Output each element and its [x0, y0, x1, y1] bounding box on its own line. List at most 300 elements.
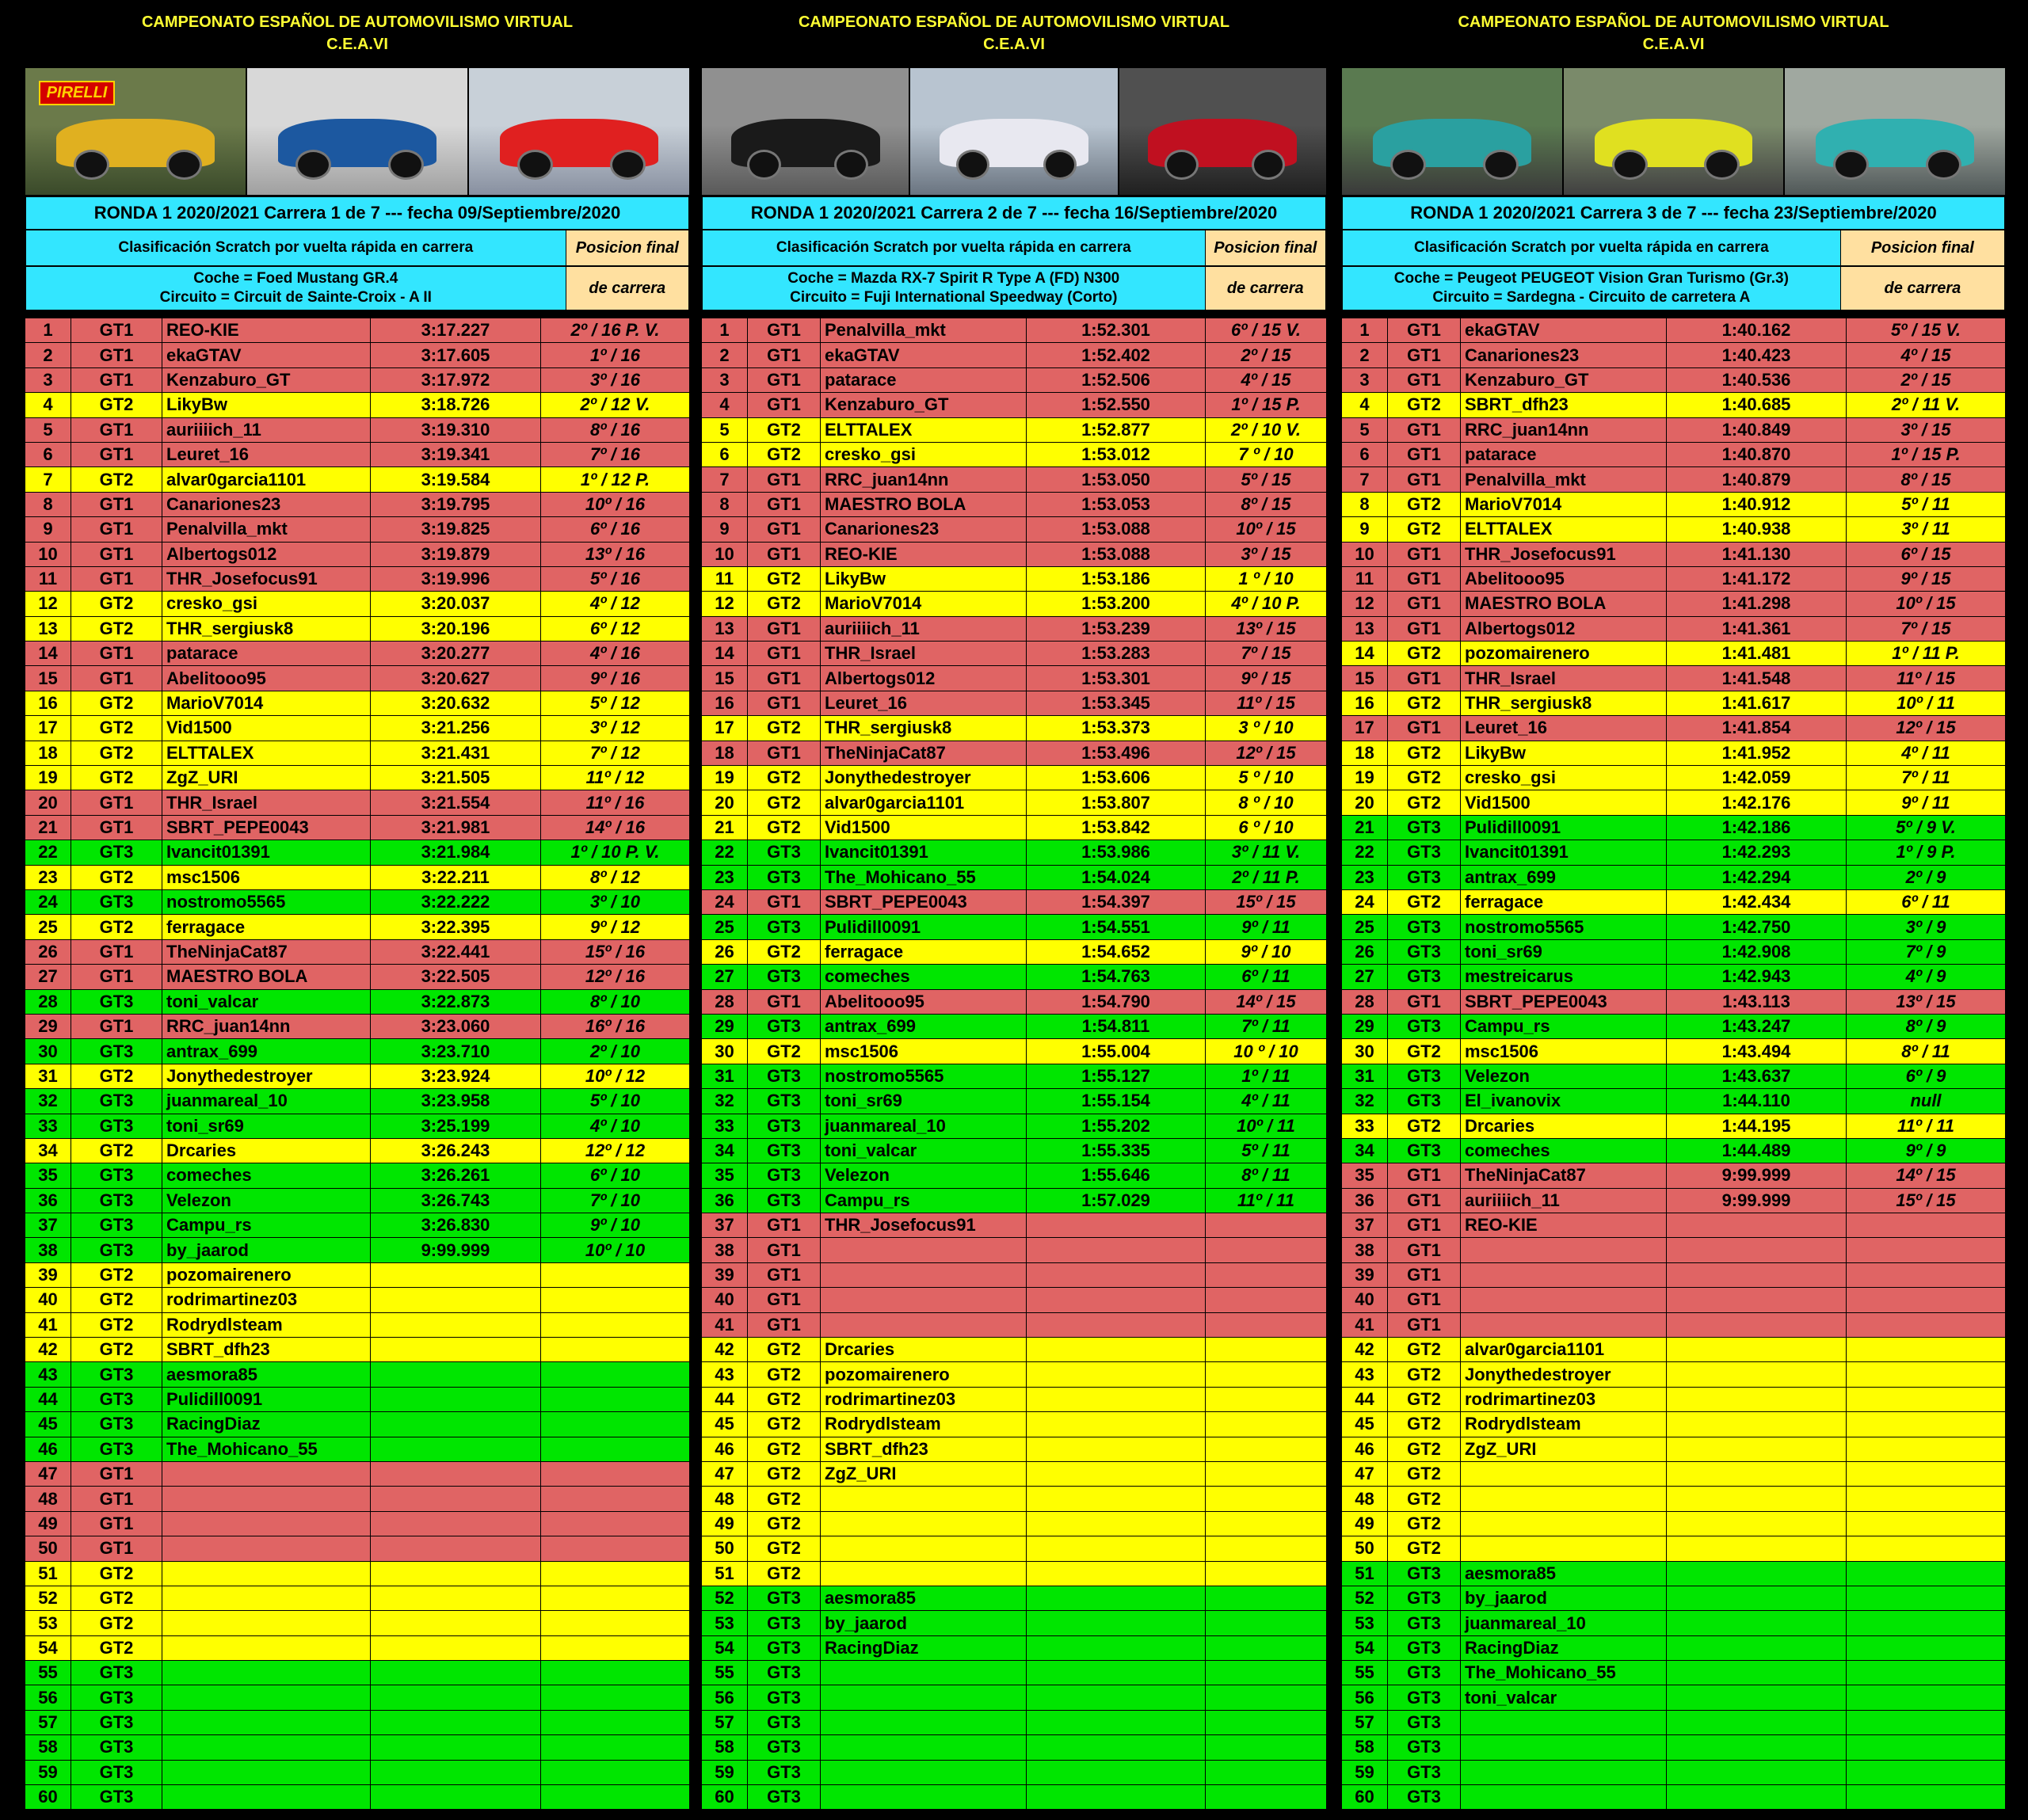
row-category: GT1 — [748, 318, 821, 342]
row-position: 35 — [1342, 1163, 1388, 1187]
table-row — [1342, 1189, 2005, 1213]
row-lap-time: 1:55.202 — [1027, 1114, 1206, 1138]
row-final-position: 2º / 10 — [589, 1041, 641, 1061]
row-category: GT3 — [71, 840, 162, 864]
wheel-shape — [1043, 150, 1077, 180]
row-category: GT1 — [1388, 990, 1461, 1014]
row-category: GT1 — [748, 642, 821, 665]
row-position: 6 — [1342, 443, 1388, 466]
row-final-position: 14º / 15 — [1896, 1165, 1956, 1186]
table-row — [25, 517, 689, 542]
row-lap-time: 1:41.548 — [1667, 666, 1847, 690]
round-header: RONDA 1 2020/2021 Carrera 3 de 7 --- fecha 23/Septiembre/2020 — [1342, 196, 2005, 230]
row-driver — [162, 1661, 371, 1685]
row-final-position: 13º / 16 — [585, 543, 646, 564]
row-category: GT1 — [71, 318, 162, 342]
row-lap-time — [1027, 1362, 1206, 1386]
row-category: GT1 — [748, 1213, 821, 1237]
row-final-position — [1847, 1338, 2005, 1361]
table-row — [1342, 1761, 2005, 1785]
row-lap-time: 1:43.113 — [1667, 990, 1847, 1014]
table-row — [25, 965, 689, 989]
row-lap-time — [1667, 1512, 1847, 1536]
table-row — [25, 1785, 689, 1810]
table-row — [25, 766, 689, 790]
row-final-position: 12º / 12 — [585, 1140, 646, 1161]
row-final-position — [1847, 1487, 2005, 1510]
row-position: 31 — [1342, 1064, 1388, 1088]
table-row — [25, 1039, 689, 1064]
row-position: 44 — [702, 1388, 748, 1411]
row-position: 26 — [25, 940, 71, 964]
row-category: GT1 — [1388, 1263, 1461, 1287]
table-row — [1342, 915, 2005, 939]
row-position: 45 — [702, 1412, 748, 1436]
row-lap-time: 3:17.227 — [371, 318, 541, 342]
row-driver: ELTTALEX — [1461, 517, 1667, 541]
row-driver: MarioV7014 — [1461, 493, 1667, 516]
row-category: GT1 — [1388, 368, 1461, 392]
table-row — [702, 1288, 1326, 1312]
row-category: GT2 — [1388, 766, 1461, 790]
row-driver: Penalvilla_mkt — [821, 318, 1027, 342]
row-final-position — [1206, 1685, 1326, 1709]
row-final-position: 7º / 11 — [1241, 1016, 1290, 1037]
row-driver: Pulidill0091 — [821, 915, 1027, 939]
row-category: GT1 — [748, 1238, 821, 1262]
row-driver: auriiiich_11 — [162, 418, 371, 442]
row-position: 17 — [702, 716, 748, 740]
row-category: GT3 — [71, 1238, 162, 1262]
row-final-position — [541, 1562, 689, 1586]
row-position: 17 — [1342, 716, 1388, 740]
row-position: 28 — [1342, 990, 1388, 1014]
row-driver: Pulidill0091 — [162, 1388, 371, 1411]
table-row — [25, 1238, 689, 1262]
table-row — [25, 816, 689, 840]
table-row — [25, 1089, 689, 1114]
row-driver: SBRT_dfh23 — [162, 1338, 371, 1361]
row-category: GT1 — [748, 890, 821, 914]
row-lap-time: 3:22.441 — [371, 940, 541, 964]
row-final-position — [1847, 1586, 2005, 1610]
table-row — [702, 318, 1326, 343]
row-position: 58 — [25, 1735, 71, 1759]
row-category: GT3 — [71, 1735, 162, 1759]
row-driver — [162, 1761, 371, 1784]
row-driver: toni_sr69 — [1461, 940, 1667, 964]
row-final-position — [1847, 1636, 2005, 1660]
row-position: 3 — [25, 368, 71, 392]
row-category: GT3 — [71, 1163, 162, 1187]
row-final-position: 5º / 15 V. — [1891, 320, 1961, 341]
row-category: GT3 — [748, 1761, 821, 1784]
table-row — [702, 1586, 1326, 1611]
row-lap-time — [1667, 1437, 1847, 1461]
championship-title — [25, 11, 689, 55]
row-category: GT1 — [71, 1512, 162, 1536]
row-driver: patarace — [1461, 443, 1667, 466]
row-final-position — [1847, 1685, 2005, 1709]
row-position: 55 — [1342, 1661, 1388, 1685]
row-driver: ZgZ_URI — [1461, 1437, 1667, 1461]
row-position: 48 — [1342, 1487, 1388, 1510]
row-driver: auriiiich_11 — [1461, 1189, 1667, 1213]
row-position: 1 — [25, 318, 71, 342]
row-driver: Abelitooo95 — [821, 990, 1027, 1014]
row-category: GT3 — [71, 1362, 162, 1386]
row-position: 36 — [25, 1189, 71, 1213]
row-final-position — [541, 1487, 689, 1510]
table-row — [25, 642, 689, 666]
row-driver: cresko_gsi — [1461, 766, 1667, 790]
row-driver — [162, 1685, 371, 1709]
row-lap-time: 1:52.877 — [1027, 418, 1206, 442]
row-category: GT3 — [71, 1213, 162, 1237]
table-row — [1342, 990, 2005, 1015]
row-driver: aesmora85 — [821, 1586, 1027, 1610]
row-lap-time: 3:26.261 — [371, 1163, 541, 1187]
row-driver: Vid1500 — [1461, 790, 1667, 814]
results-table — [25, 318, 689, 1810]
row-category: GT3 — [71, 1039, 162, 1063]
race-panel-3 — [1342, 0, 2005, 1820]
row-final-position — [1206, 1487, 1326, 1510]
row-category: GT1 — [71, 816, 162, 840]
row-final-position: 1º / 16 — [589, 345, 641, 365]
row-category: GT1 — [71, 343, 162, 367]
row-lap-time — [371, 1412, 541, 1436]
row-final-position — [541, 1685, 689, 1709]
row-driver: juanmareal_10 — [821, 1114, 1027, 1138]
championship-acronym: C.E.A.VI — [1642, 36, 1705, 53]
row-position: 57 — [702, 1711, 748, 1734]
row-lap-time — [1667, 1213, 1847, 1237]
row-position: 20 — [25, 790, 71, 814]
row-position: 50 — [25, 1536, 71, 1560]
race-label: de carrera — [566, 267, 688, 310]
row-driver: SBRT_dfh23 — [821, 1437, 1027, 1461]
row-lap-time — [1667, 1388, 1847, 1411]
race-car-photo — [469, 68, 689, 195]
row-final-position: 1º / 15 P. — [1891, 444, 1961, 465]
wheel-shape — [956, 150, 990, 180]
row-driver: msc1506 — [162, 866, 371, 889]
row-category: GT3 — [71, 1412, 162, 1436]
row-position: 8 — [1342, 493, 1388, 516]
final-position-label: Posicion final — [566, 230, 688, 265]
row-final-position — [541, 1313, 689, 1337]
row-final-position: 13º / 15 — [1896, 991, 1956, 1011]
row-driver: toni_sr69 — [162, 1114, 371, 1138]
row-driver: Rodrydlsteam — [1461, 1412, 1667, 1436]
table-row — [702, 790, 1326, 815]
table-row — [1342, 467, 2005, 492]
row-driver: LikyBw — [1461, 741, 1667, 765]
row-driver — [1461, 1711, 1667, 1734]
row-category: GT3 — [1388, 1636, 1461, 1660]
table-row — [702, 368, 1326, 393]
row-driver: toni_sr69 — [821, 1089, 1027, 1113]
row-final-position: 4º / 15 — [1241, 369, 1291, 390]
row-category: GT1 — [748, 517, 821, 541]
row-category: GT1 — [748, 393, 821, 417]
row-position: 22 — [25, 840, 71, 864]
row-position: 56 — [25, 1685, 71, 1709]
row-final-position: 9º / 15 — [1241, 668, 1291, 688]
row-driver: aesmora85 — [1461, 1562, 1667, 1586]
row-category: GT2 — [1388, 1512, 1461, 1536]
row-lap-time: 1:40.912 — [1667, 493, 1847, 516]
row-category: GT3 — [1388, 1586, 1461, 1610]
table-row — [702, 1437, 1326, 1462]
row-position: 10 — [702, 543, 748, 566]
row-lap-time: 1:40.685 — [1667, 393, 1847, 417]
row-lap-time: 3:22.395 — [371, 915, 541, 939]
row-category: GT3 — [71, 1685, 162, 1709]
row-category: GT2 — [1388, 790, 1461, 814]
row-category: GT2 — [71, 866, 162, 889]
row-driver: Leuret_16 — [821, 691, 1027, 715]
table-row — [702, 393, 1326, 417]
row-driver: rodrimartinez03 — [162, 1288, 371, 1312]
row-lap-time: 1:40.879 — [1667, 467, 1847, 491]
row-final-position: 6 º / 10 — [1238, 817, 1294, 837]
row-category: GT2 — [71, 1562, 162, 1586]
row-position: 24 — [1342, 890, 1388, 914]
row-position: 34 — [1342, 1139, 1388, 1163]
row-position: 56 — [1342, 1685, 1388, 1709]
row-position: 59 — [1342, 1761, 1388, 1784]
row-position: 51 — [702, 1562, 748, 1586]
row-lap-time: 1:41.617 — [1667, 691, 1847, 715]
row-category: GT2 — [1388, 1039, 1461, 1063]
row-lap-time: 1:52.301 — [1027, 318, 1206, 342]
table-row — [25, 940, 689, 965]
row-category: GT1 — [748, 666, 821, 690]
row-lap-time: 1:41.854 — [1667, 716, 1847, 740]
row-lap-time: 1:53.807 — [1027, 790, 1206, 814]
row-position: 32 — [25, 1089, 71, 1113]
row-final-position — [1847, 1562, 2005, 1586]
row-driver: nostromo5565 — [821, 1064, 1027, 1088]
table-row — [1342, 790, 2005, 815]
row-driver: Abelitooo95 — [1461, 567, 1667, 591]
row-final-position — [541, 1388, 689, 1411]
round-header: RONDA 1 2020/2021 Carrera 1 de 7 --- fecha 09/Septiembre/2020 — [25, 196, 689, 230]
row-final-position — [1206, 1388, 1326, 1411]
table-row — [702, 1338, 1326, 1362]
race-label: de carrera — [1841, 267, 2004, 310]
row-lap-time: 1:42.434 — [1667, 890, 1847, 914]
row-final-position: 4º / 11 — [1901, 742, 1950, 763]
table-row — [25, 915, 689, 939]
row-position: 60 — [1342, 1785, 1388, 1809]
car-circuit-header — [25, 266, 689, 310]
row-driver — [821, 1487, 1027, 1510]
row-driver: Jonythedestroyer — [1461, 1362, 1667, 1386]
row-category: GT1 — [1388, 1288, 1461, 1312]
wheel-shape — [747, 150, 781, 180]
row-category: GT1 — [1388, 592, 1461, 615]
row-position: 39 — [702, 1263, 748, 1287]
row-position: 16 — [702, 691, 748, 715]
race-car-photo — [247, 68, 469, 195]
row-category: GT2 — [1388, 1487, 1461, 1510]
row-position: 49 — [25, 1512, 71, 1536]
table-row — [702, 1761, 1326, 1785]
car-circuit-header — [1342, 266, 2005, 310]
row-driver: Campu_rs — [1461, 1015, 1667, 1038]
row-category: GT1 — [748, 343, 821, 367]
row-driver: RacingDiaz — [162, 1412, 371, 1436]
row-lap-time — [371, 1263, 541, 1287]
table-row — [25, 543, 689, 567]
row-category: GT3 — [1388, 840, 1461, 864]
table-row — [25, 890, 689, 915]
row-final-position: 8º / 10 — [589, 991, 641, 1011]
row-final-position: 9º / 11 — [1241, 916, 1290, 937]
row-category: GT1 — [1388, 418, 1461, 442]
row-position: 13 — [25, 617, 71, 641]
row-position: 48 — [25, 1487, 71, 1510]
row-category: GT2 — [1388, 1412, 1461, 1436]
row-category: GT1 — [1388, 1313, 1461, 1337]
row-position: 22 — [702, 840, 748, 864]
row-final-position: 7º / 10 — [589, 1190, 641, 1210]
row-lap-time: 3:19.310 — [371, 418, 541, 442]
row-final-position — [1206, 1735, 1326, 1759]
row-category: GT3 — [748, 1636, 821, 1660]
row-lap-time: 1:53.496 — [1027, 741, 1206, 765]
row-final-position: 3º / 11 V. — [1231, 842, 1301, 862]
row-final-position: 10º / 15 — [1896, 593, 1956, 614]
row-category: GT3 — [748, 1189, 821, 1213]
row-lap-time: 9:99.999 — [371, 1238, 541, 1262]
row-final-position: 5º / 16 — [589, 569, 641, 589]
table-row — [1342, 1238, 2005, 1262]
row-position: 14 — [1342, 642, 1388, 665]
row-driver: Pulidill0091 — [1461, 816, 1667, 840]
row-position: 15 — [1342, 666, 1388, 690]
table-row — [702, 1611, 1326, 1635]
table-row — [25, 1735, 689, 1760]
table-row — [25, 418, 689, 443]
row-final-position: null — [1910, 1091, 1942, 1111]
row-lap-time: 1:40.162 — [1667, 318, 1847, 342]
row-category: GT1 — [1388, 1189, 1461, 1213]
row-lap-time: 1:53.200 — [1027, 592, 1206, 615]
row-category: GT1 — [71, 443, 162, 466]
row-category: GT2 — [1388, 1388, 1461, 1411]
row-category: GT3 — [748, 1661, 821, 1685]
row-driver: rodrimartinez03 — [1461, 1388, 1667, 1411]
row-category: GT2 — [71, 1313, 162, 1337]
row-final-position — [1206, 1761, 1326, 1784]
row-position: 13 — [1342, 617, 1388, 641]
table-row — [702, 890, 1326, 915]
row-position: 14 — [702, 642, 748, 665]
table-row — [25, 1064, 689, 1089]
row-lap-time: 1:40.423 — [1667, 343, 1847, 367]
table-row — [1342, 1512, 2005, 1536]
row-category: GT2 — [1388, 691, 1461, 715]
table-row — [1342, 1213, 2005, 1238]
sponsor-logo: PIRELLI — [39, 81, 116, 105]
table-row — [702, 443, 1326, 467]
row-lap-time: 1:41.952 — [1667, 741, 1847, 765]
row-lap-time: 1:43.247 — [1667, 1015, 1847, 1038]
table-row — [702, 1139, 1326, 1163]
row-position: 15 — [25, 666, 71, 690]
championship-acronym: C.E.A.VI — [326, 36, 388, 53]
wheel-shape — [295, 150, 331, 180]
row-lap-time — [371, 1338, 541, 1361]
table-row — [1342, 1636, 2005, 1661]
row-position: 4 — [1342, 393, 1388, 417]
row-position: 3 — [1342, 368, 1388, 392]
row-lap-time — [1667, 1785, 1847, 1809]
row-lap-time: 1:42.293 — [1667, 840, 1847, 864]
row-position: 41 — [1342, 1313, 1388, 1337]
row-lap-time — [1027, 1735, 1206, 1759]
classification-label: Clasificación Scratch por vuelta rápida en carrera — [26, 230, 566, 265]
row-final-position — [1206, 1636, 1326, 1660]
row-driver: ekaGTAV — [821, 343, 1027, 367]
row-category: GT1 — [71, 790, 162, 814]
table-row — [25, 1263, 689, 1288]
row-lap-time — [371, 1536, 541, 1560]
row-lap-time: 1:42.176 — [1667, 790, 1847, 814]
row-lap-time — [1027, 1313, 1206, 1337]
row-category: GT2 — [748, 1562, 821, 1586]
row-lap-time: 3:18.726 — [371, 393, 541, 417]
row-category: GT1 — [748, 691, 821, 715]
row-final-position — [541, 1338, 689, 1361]
row-driver: rodrimartinez03 — [821, 1388, 1027, 1411]
row-final-position: 9º / 10 — [1241, 941, 1291, 961]
row-final-position: 5º / 15 — [1241, 469, 1291, 489]
row-position: 33 — [702, 1114, 748, 1138]
table-row — [702, 1163, 1326, 1188]
row-lap-time: 3:21.984 — [371, 840, 541, 864]
row-final-position: 9º / 12 — [589, 916, 641, 937]
row-lap-time: 1:42.908 — [1667, 940, 1847, 964]
row-driver — [162, 1562, 371, 1586]
row-position: 59 — [25, 1761, 71, 1784]
table-row — [25, 866, 689, 890]
row-lap-time: 3:22.211 — [371, 866, 541, 889]
row-final-position: 10º / 10 — [585, 1239, 646, 1260]
row-lap-time — [371, 1487, 541, 1510]
row-position: 16 — [25, 691, 71, 715]
row-driver: pozomairenero — [162, 1263, 371, 1287]
race-car-photo — [1785, 68, 2005, 195]
table-row — [25, 691, 689, 716]
table-row — [1342, 1089, 2005, 1114]
row-lap-time — [1667, 1288, 1847, 1312]
row-position: 5 — [25, 418, 71, 442]
table-row — [702, 592, 1326, 616]
row-lap-time — [1027, 1462, 1206, 1486]
table-row — [25, 1313, 689, 1338]
row-position: 11 — [702, 567, 748, 591]
table-row — [25, 1761, 689, 1785]
row-category: GT3 — [748, 965, 821, 988]
row-position: 6 — [25, 443, 71, 466]
row-category: GT1 — [748, 467, 821, 491]
row-final-position: 8 º / 10 — [1238, 792, 1294, 813]
